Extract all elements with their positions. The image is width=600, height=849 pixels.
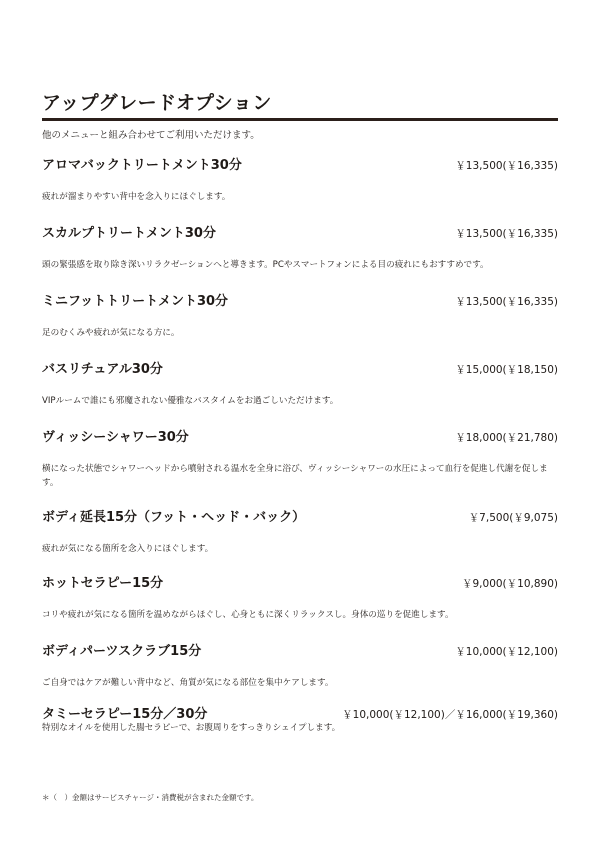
item-description: 疲れが気になる箇所を念入りにほぐします。	[42, 544, 214, 554]
item-name: バスリチュアル30分	[42, 362, 163, 377]
page-title: アップグレードオプション	[42, 92, 272, 114]
menu-item	[42, 358, 558, 426]
item-description: 横になった状態でシャワーヘッドから噴射される温水を全身に浴び、ヴィッシーシャワーの水圧によって血行を促進し代謝を促します。	[42, 464, 548, 488]
item-price: ￥18,000(￥21,780)	[455, 432, 558, 444]
item-description: VIPルームで誰にも邪魔されない優雅なバスタイムをお過ごしいただけます。	[42, 396, 339, 406]
intro-text: 他のメニューと組み合わせてご利用いただけます。	[42, 130, 260, 141]
item-name: タミーセラピー15分／30分	[42, 707, 208, 722]
item-description: 足のむくみや疲れが気になる方に。	[42, 328, 180, 338]
item-price: ￥10,000(￥12,100)	[455, 646, 558, 658]
item-price: ￥13,500(￥16,335)	[455, 160, 558, 172]
menu-item	[42, 222, 558, 290]
item-price: ￥7,500(￥9,075)	[468, 512, 558, 524]
menu-list	[42, 154, 558, 743]
item-name: ヴィッシーシャワー30分	[42, 430, 189, 445]
menu-item	[42, 154, 558, 222]
item-name: アロマバックトリートメント30分	[42, 158, 242, 173]
item-price: ￥9,000(￥10,890)	[462, 578, 558, 590]
item-price: ￥15,000(￥18,150)	[455, 364, 558, 376]
menu-item	[42, 640, 558, 703]
item-price: ￥13,500(￥16,335)	[455, 228, 558, 240]
item-name: ボディ延長15分（フット・ヘッド・バック）	[42, 510, 306, 525]
menu-item	[42, 703, 558, 743]
item-description: 疲れが溜まりやすい背中を念入りにほぐします。	[42, 192, 231, 202]
item-price: ￥13,500(￥16,335)	[455, 296, 558, 308]
item-name: ボディパーツスクラブ15分	[42, 644, 202, 659]
menu-item	[42, 572, 558, 640]
item-description: コリや疲れが気になる箇所を温めながらほぐし、心身ともに深くリラックスし。身体の巡りを促進します。	[42, 610, 454, 620]
title-divider	[42, 118, 558, 121]
item-price: ￥10,000(￥12,100)／￥16,000(￥19,360)	[342, 709, 558, 721]
menu-item	[42, 506, 558, 572]
item-description: ご自身ではケアが難しい背中など、角質が気になる部位を集中ケアします。	[42, 678, 334, 688]
item-description: 頭の緊張感を取り除き深いリラクゼーションへと導きます。PCやスマートフォンによる目の疲れにもおすすめです。	[42, 260, 489, 270]
item-name: ホットセラピー15分	[42, 576, 164, 591]
menu-item	[42, 426, 558, 506]
menu-item	[42, 290, 558, 358]
item-name: スカルプトリートメント30分	[42, 226, 216, 241]
item-description: 特別なオイルを使用した腸セラピーで、お腹周りをすっきりシェイプします。	[42, 723, 341, 733]
item-name: ミニフットトリートメント30分	[42, 294, 229, 309]
footnote: ＊（ ）金額はサービスチャージ・消費税が含まれた金額です。	[42, 793, 259, 802]
